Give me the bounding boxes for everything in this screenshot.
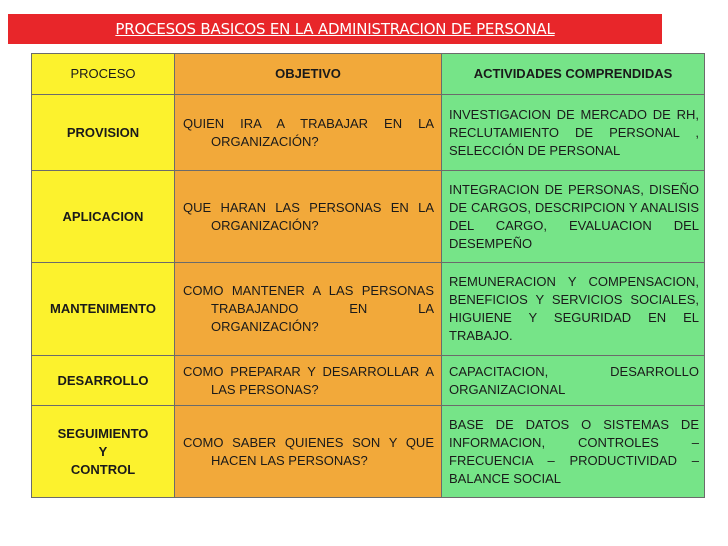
actividades-text: BASE DE DATOS O SISTEMAS DE INFORMACION, CONTROLES – FRECUENCIA – PRODUCTIVIDAD – BALANCE SOCIAL (449, 416, 699, 486)
proceso-cell (32, 406, 175, 498)
header-proceso: PROCESO (32, 54, 175, 95)
proceso-cell: APLICACION (32, 171, 175, 263)
actividades-text: INTEGRACION DE PERSONAS, DISEÑO DE CARGOS, DESCRIPCION Y ANALISIS DEL CARGO, EVALUACION DEL DESEMPEÑO (449, 181, 699, 251)
page-title: PROCESOS BASICOS EN LA ADMINISTRACION DE PERSONAL (115, 20, 555, 38)
actividades-cell (442, 171, 705, 263)
objetivo-cell (175, 406, 442, 498)
table-row (32, 263, 705, 356)
actividades-cell (442, 406, 705, 498)
objetivo-cell (175, 171, 442, 263)
objetivo-cell (175, 95, 442, 171)
objetivo-text: COMO SABER QUIENES SON Y QUE HACEN LAS PERSONAS? (183, 434, 434, 468)
title-banner (8, 14, 662, 44)
table-row (32, 95, 705, 171)
objetivo-cell (175, 263, 442, 356)
actividades-cell (442, 95, 705, 171)
table-row (32, 356, 705, 406)
table-row (32, 406, 705, 498)
header-objetivo: OBJETIVO (175, 54, 442, 95)
proceso-line: SEGUIMIENTO (57, 425, 149, 441)
processes-table (31, 53, 705, 498)
table-header-row (32, 54, 705, 95)
proceso-line: CONTROL (70, 461, 136, 477)
actividades-text: REMUNERACION Y COMPENSACION, BENEFICIOS Y SERVICIOS SOCIALES, HIGUIENE Y SEGURIDAD EN EL TRABAJO. (449, 274, 699, 343)
objetivo-text: COMO MANTENER A LAS PERSONAS TRABAJANDO EN LA ORGANIZACIÓN? (183, 283, 434, 334)
actividades-text: INVESTIGACION DE MERCADO DE RH, RECLUTAMIENTO DE PERSONAL , SELECCIÓN DE PERSONAL (449, 106, 699, 158)
header-actividades: ACTIVIDADES COMPRENDIDAS (442, 54, 705, 95)
proceso-cell: MANTENIMENTO (32, 263, 175, 356)
proceso-cell: PROVISION (32, 95, 175, 171)
actividades-cell (442, 356, 705, 406)
table-row (32, 171, 705, 263)
actividades-cell (442, 263, 705, 356)
objetivo-text: QUE HARAN LAS PERSONAS EN LA ORGANIZACIÓN? (183, 199, 434, 233)
actividades-text: CAPACITACION, DESARROLLO ORGANIZACIONAL (449, 363, 699, 397)
objetivo-cell (175, 356, 442, 406)
proceso-line: Y (98, 443, 108, 459)
objetivo-text: COMO PREPARAR Y DESARROLLAR A LAS PERSONAS? (183, 363, 434, 397)
objetivo-text: QUIEN IRA A TRABAJAR EN LA ORGANIZACIÓN? (183, 115, 434, 149)
proceso-cell: DESARROLLO (32, 356, 175, 406)
